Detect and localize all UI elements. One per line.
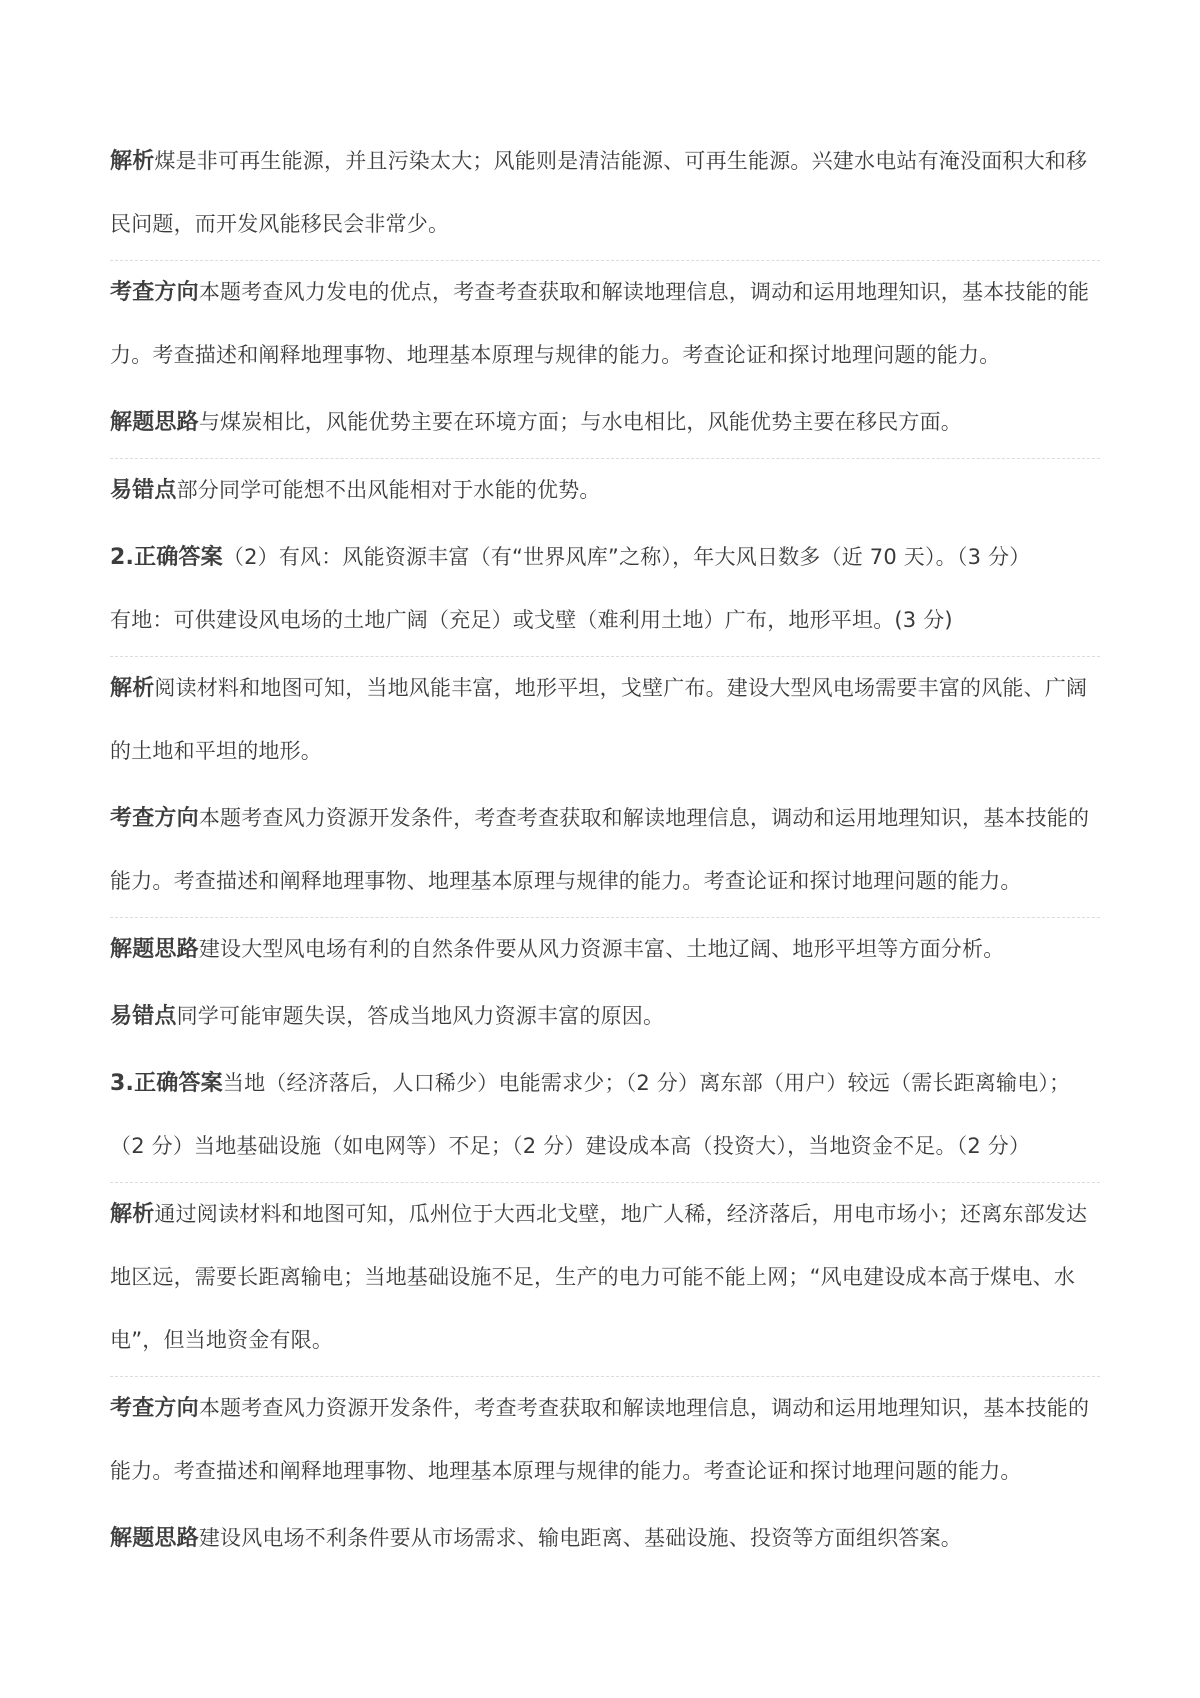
section-text: 当地（经济落后，人口稀少）电能需求少；（2 分）离东部（用户）较远（需长距离输电）； [222, 1071, 1071, 1095]
answer-section [110, 1507, 1100, 1574]
section-label: 解析 [110, 676, 155, 701]
section-text: 民问题，而开发风能移民会非常少。 [110, 212, 450, 236]
text-line [110, 787, 1100, 850]
text-line [110, 130, 1100, 193]
text-line [110, 589, 1100, 652]
section-text: （2 分）当地基础设施（如电网等）不足；（2 分）建设成本高（投资大），当地资金不足。（2 分） [110, 1134, 1031, 1158]
section-text: 煤是非可再生能源，并且污染太大；风能则是清洁能源、可再生能源。兴建水电站有淹没面积大和移 [154, 149, 1088, 173]
section-label: 解题思路 [110, 1526, 199, 1551]
text-line [110, 1183, 1100, 1246]
answer-section [110, 1377, 1100, 1507]
section-text: 电”，但当地资金有限。 [110, 1328, 334, 1352]
answer-section [110, 261, 1100, 391]
section-text: 本题考查风力资源开发条件，考查考查获取和解读地理信息，调动和运用地理知识，基本技能的 [198, 1396, 1090, 1420]
text-line [110, 985, 1100, 1048]
section-text: 本题考查风力发电的优点，考查考查获取和解读地理信息，调动和运用地理知识，基本技能的能 [198, 280, 1090, 304]
text-line [110, 526, 1100, 589]
text-line [110, 1052, 1100, 1115]
answer-section [110, 918, 1100, 985]
section-label: 易错点 [110, 478, 177, 503]
text-line [110, 261, 1100, 324]
section-text: 的土地和平坦的地形。 [110, 739, 322, 763]
section-text: 能力。考查描述和阐释地理事物、地理基本原理与规律的能力。考查论证和探讨地理问题的能力。 [110, 869, 1022, 893]
section-label: 解题思路 [110, 410, 199, 435]
answer-section [110, 526, 1100, 656]
answer-section [110, 130, 1100, 260]
text-line [110, 850, 1100, 913]
section-text: 阅读材料和地图可知，当地风能丰富，地形平坦，戈壁广布。建设大型风电场需要丰富的风能、广阔 [154, 676, 1088, 700]
section-label: 考查方向 [110, 1396, 199, 1421]
text-line [110, 1440, 1100, 1503]
section-text: 建设风电场不利条件要从市场需求、输电距离、基础设施、投资等方面组织答案。 [198, 1526, 963, 1550]
section-text: 同学可能审题失误，答成当地风力资源丰富的原因。 [176, 1004, 665, 1028]
section-label: 考查方向 [110, 806, 199, 831]
text-line [110, 918, 1100, 981]
answer-section [110, 787, 1100, 917]
section-label: 解析 [110, 1202, 155, 1227]
section-label: 解题思路 [110, 937, 199, 962]
text-line [110, 657, 1100, 720]
section-label: 解析 [110, 149, 155, 174]
text-line [110, 720, 1100, 783]
document-body [110, 130, 1100, 1574]
section-text: 本题考查风力资源开发条件，考查考查获取和解读地理信息，调动和运用地理知识，基本技能的 [198, 806, 1090, 830]
section-text: 通过阅读材料和地图可知，瓜州位于大西北戈壁，地广人稀，经济落后，用电市场小；还离东部发达 [154, 1202, 1088, 1226]
answer-section [110, 459, 1100, 526]
text-line [110, 1246, 1100, 1309]
answer-section [110, 391, 1100, 458]
answer-section [110, 1052, 1100, 1182]
section-text: 与煤炭相比，风能优势主要在环境方面；与水电相比，风能优势主要在移民方面。 [198, 410, 963, 434]
text-line [110, 193, 1100, 256]
section-label: 易错点 [110, 1004, 177, 1029]
text-line [110, 324, 1100, 387]
section-label: 2.正确答案 [110, 545, 223, 570]
section-text: 有地：可供建设风电场的土地广阔（充足）或戈壁（难利用土地）广布，地形平坦。(3 分) [110, 608, 953, 632]
section-text: 地区远，需要长距离输电；当地基础设施不足，生产的电力可能不能上网；“风电建设成本高于煤电、水 [110, 1265, 1076, 1289]
answer-section [110, 657, 1100, 787]
text-line [110, 1507, 1100, 1570]
section-label: 3.正确答案 [110, 1071, 223, 1096]
section-text: 力。考查描述和阐释地理事物、地理基本原理与规律的能力。考查论证和探讨地理问题的能力。 [110, 343, 1001, 367]
answer-section [110, 985, 1100, 1052]
text-line [110, 1115, 1100, 1178]
text-line [110, 1377, 1100, 1440]
text-line [110, 391, 1100, 454]
section-text: 建设大型风电场有利的自然条件要从风力资源丰富、土地辽阔、地形平坦等方面分析。 [198, 937, 1005, 961]
section-text: 部分同学可能想不出风能相对于水能的优势。 [176, 478, 601, 502]
text-line [110, 1309, 1100, 1372]
text-line [110, 459, 1100, 522]
section-text: （2）有风：风能资源丰富（有“世界风库”之称），年大风日数多（近 70 天）。（3 分） [222, 545, 1031, 569]
answer-section [110, 1183, 1100, 1376]
section-label: 考查方向 [110, 280, 199, 305]
section-text: 能力。考查描述和阐释地理事物、地理基本原理与规律的能力。考查论证和探讨地理问题的能力。 [110, 1459, 1022, 1483]
